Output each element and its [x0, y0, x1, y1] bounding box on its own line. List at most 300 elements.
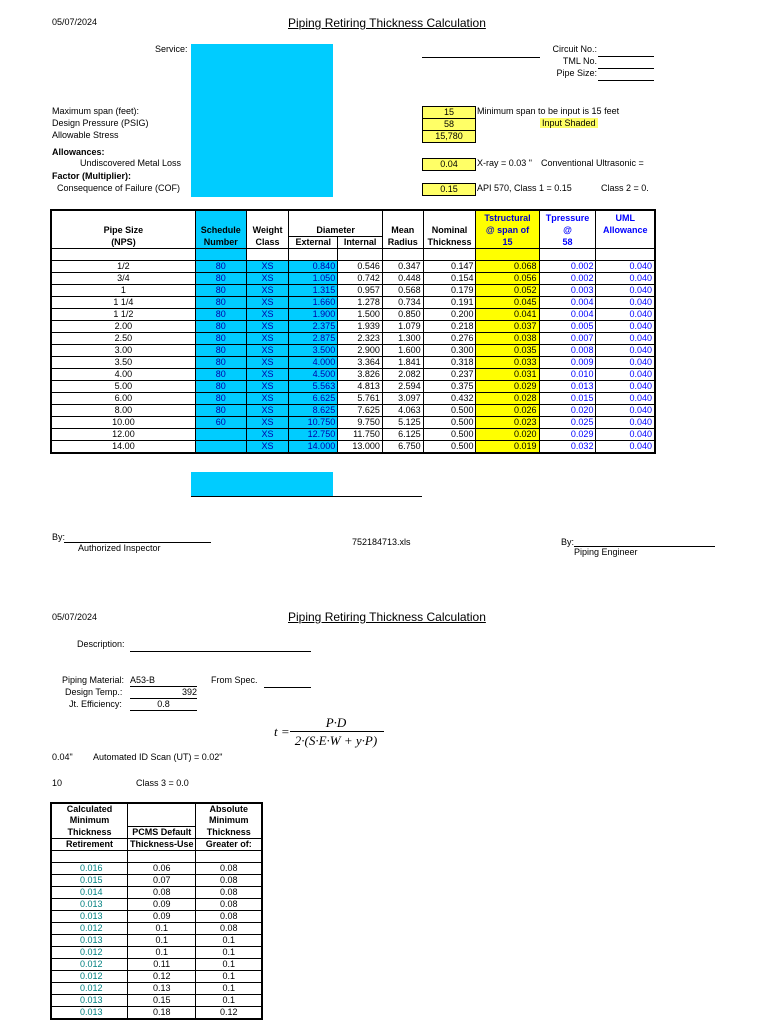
pcms-header-2: Thickness-Use — [127, 839, 196, 851]
table-row — [51, 357, 655, 369]
at-header: @ — [539, 225, 596, 237]
weight-class-cell[interactable]: XS — [246, 285, 289, 297]
external-diameter-cell[interactable]: 14.000 — [289, 441, 338, 454]
pcms-default-cell: 0.13 — [127, 983, 196, 995]
mean-radius-cell: 2.594 — [382, 381, 423, 393]
class-header: Class — [246, 237, 289, 249]
pcms-default-cell: 0.18 — [127, 1007, 196, 1020]
min-span-note: Minimum span to be input is 15 feet — [477, 106, 620, 116]
calc-min-thickness-cell: 0.012 — [51, 947, 127, 959]
table-row — [51, 285, 655, 297]
tpressure-cell: 0.004 — [539, 297, 596, 309]
pipe-size-cell: 10.00 — [51, 417, 195, 429]
piping-engineer: Piping Engineer — [574, 547, 638, 557]
uml-allowance-cell: 0.040 — [596, 369, 655, 381]
nominal-thickness-cell: 0.218 — [423, 321, 476, 333]
external-diameter-cell[interactable]: 10.750 — [289, 417, 338, 429]
uml-allowance-cell: 0.040 — [596, 393, 655, 405]
uml-allowance-cell: 0.040 — [596, 357, 655, 369]
design-temp-input[interactable]: 392 — [130, 687, 197, 699]
table-row — [51, 899, 262, 911]
mean-radius-cell: 3.097 — [382, 393, 423, 405]
nominal-thickness-cell: 0.191 — [423, 297, 476, 309]
pcms-default-cell: 0.07 — [127, 875, 196, 887]
table-row — [51, 333, 655, 345]
tstructural-cell: 0.041 — [476, 309, 539, 321]
jt-eff-input[interactable]: 0.8 — [130, 699, 197, 711]
weight-class-cell[interactable]: XS — [246, 309, 289, 321]
description-label: Description: — [77, 639, 125, 649]
external-diameter-cell[interactable]: 1.315 — [289, 285, 338, 297]
tstructural-cell: 0.023 — [476, 417, 539, 429]
pipe-size-input[interactable] — [598, 70, 654, 81]
weight-class-cell[interactable]: XS — [246, 333, 289, 345]
mean-radius-cell: 4.063 — [382, 405, 423, 417]
uml-allowance-cell: 0.040 — [596, 297, 655, 309]
nominal-thickness-cell: 0.200 — [423, 309, 476, 321]
tpressure-cell: 0.009 — [539, 357, 596, 369]
tpressure-cell: 0.008 — [539, 345, 596, 357]
weight-class-cell[interactable]: XS — [246, 321, 289, 333]
jt-eff-label: Jt. Efficiency: — [69, 699, 122, 709]
internal-diameter-cell: 2.323 — [338, 333, 383, 345]
pipe-size-table — [50, 209, 656, 454]
formula-lhs: t = — [274, 724, 290, 739]
pipe-size-cell: 3.00 — [51, 345, 195, 357]
tstructural-cell: 0.035 — [476, 345, 539, 357]
absolute-min-cell: 0.08 — [196, 911, 262, 923]
from-spec-label: From Spec. — [211, 675, 258, 685]
circuit-input[interactable] — [598, 46, 654, 57]
nominal-header: Nominal — [423, 225, 476, 237]
weight-class-cell[interactable]: XS — [246, 357, 289, 369]
external-diameter-cell[interactable]: 1.660 — [289, 297, 338, 309]
pipe-size-cell: 1 1/2 — [51, 309, 195, 321]
table-row — [51, 875, 262, 887]
table-row — [51, 381, 655, 393]
circuit-label: Circuit No.: — [552, 44, 597, 54]
external-diameter-cell[interactable]: 2.875 — [289, 333, 338, 345]
uml-allowance-cell: 0.040 — [596, 321, 655, 333]
tstructural-cell: 0.052 — [476, 285, 539, 297]
tstructural-cell: 0.056 — [476, 273, 539, 285]
scan-note: Automated ID Scan (UT) = 0.02" — [93, 752, 223, 762]
pcms-default-cell: 0.09 — [127, 911, 196, 923]
absolute-min-cell: 0.1 — [196, 935, 262, 947]
mean-radius-cell: 0.850 — [382, 309, 423, 321]
undiscovered-label: Undiscovered Metal Loss — [80, 158, 182, 168]
external-diameter-cell[interactable]: 6.625 — [289, 393, 338, 405]
schedule-cell[interactable]: 80 — [195, 285, 246, 297]
pcms-default-cell: 0.12 — [127, 971, 196, 983]
table-row — [51, 369, 655, 381]
tpressure-cell: 0.032 — [539, 441, 596, 454]
class2-note: Class 2 = 0. — [601, 183, 649, 193]
tpressure-cell: 0.003 — [539, 285, 596, 297]
tpressure-cell: 0.013 — [539, 381, 596, 393]
pcms-default-cell: 0.09 — [127, 899, 196, 911]
filename: 752184713.xls — [352, 537, 411, 547]
uml-allowance-cell: 0.040 — [596, 285, 655, 297]
uml-allowance-cell: 0.040 — [596, 429, 655, 441]
calc-header-1: Calculated — [51, 803, 127, 815]
weight-class-cell[interactable]: XS — [246, 345, 289, 357]
xray-note: X-ray = 0.03 " — [477, 158, 532, 168]
pipe-size-cell: 6.00 — [51, 393, 195, 405]
table-row — [51, 417, 655, 429]
tstructural-header: Tstructural — [476, 210, 539, 225]
calc-header-2: Minimum — [51, 815, 127, 827]
external-header: External — [289, 237, 338, 249]
table-row — [51, 863, 262, 875]
internal-header: Internal — [338, 237, 383, 249]
pcms-default-cell: 0.1 — [127, 923, 196, 935]
external-diameter-cell[interactable]: 0.840 — [289, 261, 338, 273]
schedule-cell[interactable]: 80 — [195, 273, 246, 285]
pipe-size-cell: 2.00 — [51, 321, 195, 333]
external-diameter-cell[interactable]: 8.625 — [289, 405, 338, 417]
empty-header — [596, 237, 655, 249]
weight-class-cell[interactable]: XS — [246, 381, 289, 393]
design-pressure-label: Design Pressure (PSIG) — [52, 118, 149, 128]
table-row — [51, 959, 262, 971]
pipe-size-label: Pipe Size: — [556, 68, 597, 78]
mean-radius-cell: 1.079 — [382, 321, 423, 333]
formula-fraction-bar — [290, 731, 384, 732]
table-row — [51, 995, 262, 1007]
schedule-cell[interactable]: 80 — [195, 321, 246, 333]
from-spec-input[interactable] — [264, 676, 311, 688]
schedule-cell[interactable]: 80 — [195, 381, 246, 393]
pcms-header-1: PCMS Default — [127, 827, 196, 839]
nominal-thickness-cell: 0.318 — [423, 357, 476, 369]
table-footer-line — [191, 484, 422, 497]
external-diameter-cell[interactable]: 4.500 — [289, 369, 338, 381]
pcms-default-cell: 0.11 — [127, 959, 196, 971]
span-value-header: 15 — [476, 237, 539, 249]
tstructural-cell: 0.045 — [476, 297, 539, 309]
tstructural-cell: 0.031 — [476, 369, 539, 381]
pipe-size-cell: 14.00 — [51, 441, 195, 454]
page1-date: 05/07/2024 — [52, 17, 98, 27]
api-note: API 570, Class 1 = 0.15 — [477, 183, 572, 193]
table-row — [51, 1007, 262, 1020]
pipe-size-cell: 3.50 — [51, 357, 195, 369]
calc-header-4: Retirement — [51, 839, 127, 851]
design-pressure-input[interactable]: 58 — [422, 118, 476, 131]
diameter-header: Diameter — [289, 225, 383, 237]
table-row — [51, 393, 655, 405]
mean-radius-cell: 1.600 — [382, 345, 423, 357]
weight-class-cell[interactable]: XS — [246, 405, 289, 417]
nominal-thickness-cell: 0.237 — [423, 369, 476, 381]
tpressure-cell: 0.029 — [539, 429, 596, 441]
service-input-area[interactable] — [191, 44, 333, 197]
calc-min-thickness-cell: 0.013 — [51, 899, 127, 911]
absolute-min-cell: 0.08 — [196, 887, 262, 899]
pipe-size-cell: 8.00 — [51, 405, 195, 417]
allowances-label: Allowances: — [52, 147, 105, 157]
internal-diameter-cell: 11.750 — [338, 429, 383, 441]
nominal-thickness-cell: 0.500 — [423, 441, 476, 454]
nominal-thickness-cell: 0.500 — [423, 417, 476, 429]
inspector-signature-line[interactable] — [64, 531, 211, 543]
max-span-input[interactable]: 15 — [422, 106, 476, 119]
input-shaded-legend: Input Shaded — [542, 118, 596, 128]
pcms-default-cell: 0.1 — [127, 935, 196, 947]
mean-radius-cell: 5.125 — [382, 417, 423, 429]
schedule-cell[interactable]: 60 — [195, 417, 246, 429]
nominal-thickness-cell: 0.500 — [423, 429, 476, 441]
table-row — [51, 273, 655, 285]
page2-title: Piping Retiring Thickness Calculation — [288, 610, 486, 624]
schedule-cell[interactable] — [195, 429, 246, 441]
tstructural-cell: 0.068 — [476, 261, 539, 273]
absolute-min-cell: 0.12 — [196, 1007, 262, 1020]
internal-diameter-cell: 1.278 — [338, 297, 383, 309]
table-row — [51, 983, 262, 995]
calc-min-thickness-cell: 0.012 — [51, 959, 127, 971]
internal-diameter-cell: 1.500 — [338, 309, 383, 321]
weight-class-cell[interactable]: XS — [246, 429, 289, 441]
engineer-signature-line[interactable] — [574, 536, 715, 547]
mean-radius-cell: 0.734 — [382, 297, 423, 309]
table-row — [51, 297, 655, 309]
table-row — [51, 261, 655, 273]
conventional-note: Conventional Ultrasonic = — [541, 158, 644, 168]
nominal-thickness-cell: 0.147 — [423, 261, 476, 273]
material-input[interactable]: A53-B — [130, 675, 197, 687]
absolute-min-cell: 0.1 — [196, 947, 262, 959]
mean-radius-cell: 6.750 — [382, 441, 423, 454]
schedule-cell[interactable]: 80 — [195, 333, 246, 345]
table-row — [51, 429, 655, 441]
table-row — [51, 441, 655, 454]
tpressure-cell: 0.004 — [539, 309, 596, 321]
internal-diameter-cell: 1.939 — [338, 321, 383, 333]
pipe-size-cell: 1 1/4 — [51, 297, 195, 309]
internal-diameter-cell: 4.813 — [338, 381, 383, 393]
tstructural-cell: 0.037 — [476, 321, 539, 333]
internal-diameter-cell: 13.000 — [338, 441, 383, 454]
mean-radius-cell: 0.347 — [382, 261, 423, 273]
nps-header: (NPS) — [51, 237, 195, 249]
tstructural-cell: 0.019 — [476, 441, 539, 454]
tpressure-cell: 0.015 — [539, 393, 596, 405]
uml-allowance-cell: 0.040 — [596, 381, 655, 393]
schedule-cell[interactable]: 80 — [195, 357, 246, 369]
weight-class-cell[interactable]: XS — [246, 273, 289, 285]
external-diameter-cell[interactable]: 2.375 — [289, 321, 338, 333]
mean-radius-cell: 0.568 — [382, 285, 423, 297]
calc-min-thickness-cell: 0.012 — [51, 983, 127, 995]
uml-allowance-cell: 0.040 — [596, 261, 655, 273]
schedule-cell[interactable]: 80 — [195, 345, 246, 357]
mean-header: Mean — [382, 225, 423, 237]
weight-class-cell[interactable]: XS — [246, 369, 289, 381]
calc-min-thickness-cell: 0.013 — [51, 911, 127, 923]
calc-header-3: Thickness — [51, 827, 127, 839]
nominal-thickness-cell: 0.300 — [423, 345, 476, 357]
external-diameter-cell[interactable]: 5.563 — [289, 381, 338, 393]
absolute-min-cell: 0.08 — [196, 899, 262, 911]
tpressure-cell: 0.025 — [539, 417, 596, 429]
pipe-size-cell: 5.00 — [51, 381, 195, 393]
calc-min-thickness-cell: 0.012 — [51, 971, 127, 983]
calc-min-thickness-cell: 0.015 — [51, 875, 127, 887]
internal-diameter-cell: 9.750 — [338, 417, 383, 429]
number-header: Number — [195, 237, 246, 249]
tpressure-header: Tpressure — [539, 210, 596, 225]
abs-header-2: Minimum — [196, 815, 262, 827]
tstructural-cell: 0.029 — [476, 381, 539, 393]
scan-prefix: 0.04" — [52, 752, 73, 762]
pipe-size-cell: 3/4 — [51, 273, 195, 285]
weight-class-cell[interactable]: XS — [246, 261, 289, 273]
pcms-default-cell: 0.1 — [127, 947, 196, 959]
undiscovered-input[interactable]: 0.04 — [422, 158, 476, 171]
absolute-min-cell: 0.1 — [196, 995, 262, 1007]
absolute-min-cell: 0.1 — [196, 959, 262, 971]
schedule-cell[interactable]: 80 — [195, 297, 246, 309]
cof-input[interactable]: 0.15 — [422, 183, 476, 196]
service-label: Service: — [155, 44, 188, 54]
max-span-label: Maximum span (feet): — [52, 106, 140, 116]
material-label: Piping Material: — [62, 675, 125, 685]
table-row — [51, 345, 655, 357]
nominal-thickness-cell: 0.179 — [423, 285, 476, 297]
uml-allowance-cell: 0.040 — [596, 441, 655, 454]
mean-radius-cell: 0.448 — [382, 273, 423, 285]
uml-allowance-cell: 0.040 — [596, 333, 655, 345]
pcms-default-cell: 0.08 — [127, 887, 196, 899]
schedule-cell[interactable]: 80 — [195, 405, 246, 417]
table-row — [51, 887, 262, 899]
uml-allowance-cell: 0.040 — [596, 405, 655, 417]
schedule-cell[interactable]: 80 — [195, 393, 246, 405]
pcms-default-cell: 0.06 — [127, 863, 196, 875]
tstructural-cell: 0.033 — [476, 357, 539, 369]
pcms-default-cell: 0.15 — [127, 995, 196, 1007]
uml-allowance-cell: 0.040 — [596, 309, 655, 321]
tpressure-cell: 0.002 — [539, 273, 596, 285]
schedule-cell[interactable]: 80 — [195, 369, 246, 381]
tpressure-cell: 0.002 — [539, 261, 596, 273]
allowable-stress-label: Allowable Stress — [52, 130, 119, 140]
calc-min-thickness-cell: 0.013 — [51, 1007, 127, 1020]
schedule-header: Schedule — [195, 225, 246, 237]
internal-diameter-cell: 0.957 — [338, 285, 383, 297]
design-temp-label: Design Temp.: — [65, 687, 123, 697]
external-diameter-cell[interactable]: 1.900 — [289, 309, 338, 321]
calc-min-thickness-cell: 0.013 — [51, 935, 127, 947]
radius-header: Radius — [382, 237, 423, 249]
weight-class-cell[interactable]: XS — [246, 393, 289, 405]
calc-min-thickness-cell: 0.013 — [51, 995, 127, 1007]
authorized-inspector: Authorized Inspector — [78, 543, 161, 553]
by2-label: By: — [561, 537, 575, 547]
external-diameter-cell[interactable]: 3.500 — [289, 345, 338, 357]
absolute-min-cell: 0.08 — [196, 923, 262, 935]
table-row — [51, 321, 655, 333]
schedule-cell[interactable]: 80 — [195, 261, 246, 273]
pipe-size-cell: 4.00 — [51, 369, 195, 381]
external-diameter-cell[interactable]: 1.050 — [289, 273, 338, 285]
tml-input[interactable] — [598, 58, 654, 69]
tpressure-cell: 0.020 — [539, 405, 596, 417]
internal-diameter-cell: 3.826 — [338, 369, 383, 381]
table-row — [51, 309, 655, 321]
tstructural-cell: 0.038 — [476, 333, 539, 345]
calc-min-thickness-cell: 0.012 — [51, 923, 127, 935]
internal-diameter-cell: 0.742 — [338, 273, 383, 285]
external-diameter-cell[interactable]: 4.000 — [289, 357, 338, 369]
weight-class-cell[interactable]: XS — [246, 417, 289, 429]
page1-title: Piping Retiring Thickness Calculation — [288, 16, 486, 30]
abs-header-4: Greater of: — [196, 839, 262, 851]
internal-diameter-cell: 2.900 — [338, 345, 383, 357]
schedule-cell[interactable]: 80 — [195, 309, 246, 321]
weight-class-cell[interactable]: XS — [246, 297, 289, 309]
table-row — [51, 911, 262, 923]
by-label: By: — [52, 532, 66, 542]
absolute-min-cell: 0.08 — [196, 863, 262, 875]
uml-allowance-cell: 0.040 — [596, 417, 655, 429]
allowable-stress-input[interactable]: 15,780 — [422, 130, 476, 143]
internal-diameter-cell: 0.546 — [338, 261, 383, 273]
span-of-header: @ span of — [476, 225, 539, 237]
tstructural-cell: 0.020 — [476, 429, 539, 441]
mean-radius-cell: 2.082 — [382, 369, 423, 381]
uml-header: UML — [596, 210, 655, 225]
table-row — [51, 405, 655, 417]
tstructural-cell: 0.028 — [476, 393, 539, 405]
absolute-min-cell: 0.1 — [196, 971, 262, 983]
schedule-cell[interactable] — [195, 441, 246, 454]
nominal-thickness-cell: 0.375 — [423, 381, 476, 393]
pipe-size-cell: 1/2 — [51, 261, 195, 273]
pipe-size-cell: 12.00 — [51, 429, 195, 441]
abs-header-1: Absolute — [196, 803, 262, 815]
calc-min-thickness-cell: 0.016 — [51, 863, 127, 875]
pipe-size-cell: 1 — [51, 285, 195, 297]
pipe-size-header: Pipe Size — [51, 225, 195, 237]
mean-radius-cell: 1.841 — [382, 357, 423, 369]
table-row — [51, 923, 262, 935]
formula-numerator: P·D — [325, 715, 347, 730]
calc-min-thickness-cell: 0.014 — [51, 887, 127, 899]
factor-label: Factor (Multiplier): — [52, 171, 131, 181]
cof-label: Consequence of Failure (COF) — [57, 183, 181, 193]
internal-diameter-cell: 3.364 — [338, 357, 383, 369]
mean-radius-cell: 6.125 — [382, 429, 423, 441]
description-input[interactable] — [130, 640, 311, 652]
tpressure-cell: 0.005 — [539, 321, 596, 333]
pipe-size-cell: 2.50 — [51, 333, 195, 345]
uml-allowance-cell: 0.040 — [596, 273, 655, 285]
allowance-header: Allowance — [596, 225, 655, 237]
nominal-thickness-cell: 0.154 — [423, 273, 476, 285]
table-row — [51, 971, 262, 983]
absolute-min-cell: 0.1 — [196, 983, 262, 995]
absolute-min-cell: 0.08 — [196, 875, 262, 887]
weight-header: Weight — [246, 225, 289, 237]
external-diameter-cell[interactable]: 12.750 — [289, 429, 338, 441]
uml-allowance-cell: 0.040 — [596, 345, 655, 357]
weight-class-cell[interactable]: XS — [246, 441, 289, 454]
class3-prefix: 10 — [52, 778, 63, 788]
formula-denominator: 2·(S·E·W + y·P) — [294, 733, 378, 748]
